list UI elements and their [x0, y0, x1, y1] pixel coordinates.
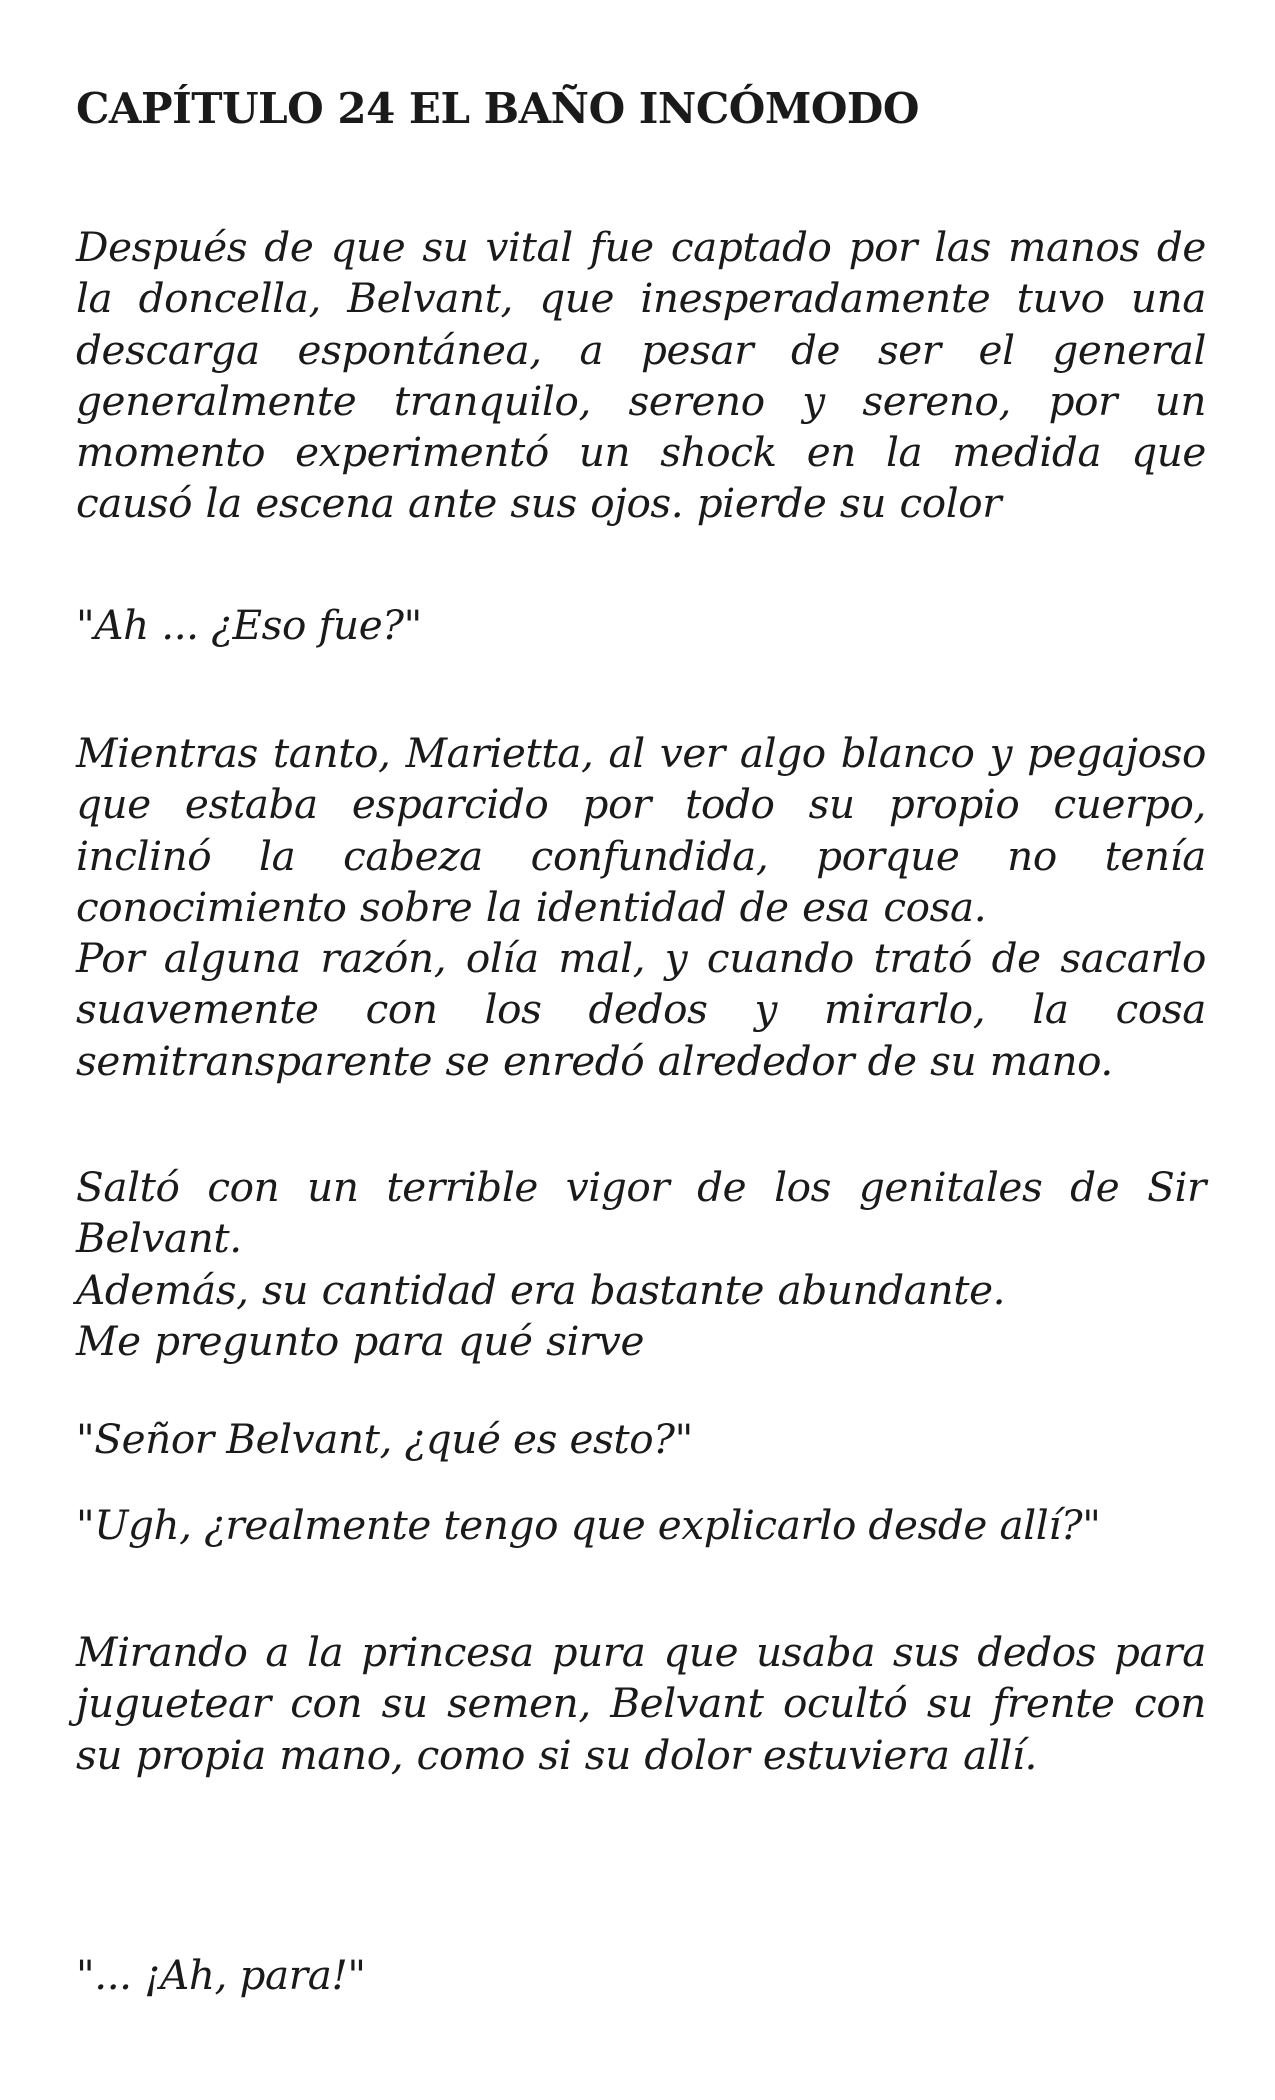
- book-page: [76, 0, 1206, 2100]
- paragraph-2-sentence-1: Mientras tanto, Marietta, al ver algo blanco y pegajoso que estaba esparcido por todo su propio cuerpo, inclinó la cabeza confundida, porque no tenía conocimiento sobre la identidad de esa cosa.: [76, 729, 1206, 931]
- paragraph-4: Mirando a la princesa pura que usaba sus dedos para juguetear con su semen, Belvant ocultó su frente con su propia mano, como si su dolor estuviera allí.: [76, 1628, 1206, 1779]
- dialogue-line-1: "Ah ... ¿Eso fue?": [76, 601, 422, 649]
- paragraph-2: [76, 728, 1206, 1087]
- paragraph-3-sentence-2: Además, su cantidad era bastante abundante.: [76, 1265, 1006, 1314]
- paragraph-3-sentence-3: Me pregunto para qué sirve: [76, 1316, 645, 1365]
- dialogue-line-4: "... ¡Ah, para!": [76, 1951, 366, 1999]
- paragraph-3: [76, 1162, 1206, 1367]
- paragraph-1: Después de que su vital fue captado por las manos de la doncella, Belvant, que inesperadamente tuvo una descarga espontánea, a pesar de ser el general generalmente tranquilo, sereno y sereno, por un momento experimentó un shock en la medida que causó la escena ante sus ojos. pierde su color: [76, 223, 1206, 528]
- chapter-title: CAPÍTULO 24 EL BAÑO INCÓMODO: [76, 84, 919, 133]
- dialogue-line-3: "Ugh, ¿realmente tengo que explicarlo desde allí?": [76, 1501, 1101, 1549]
- paragraph-3-sentence-1: Saltó con un terrible vigor de los genitales de Sir Belvant.: [76, 1163, 1206, 1263]
- dialogue-line-2: "Señor Belvant, ¿qué es esto?": [76, 1415, 693, 1463]
- paragraph-2-sentence-2: Por alguna razón, olía mal, y cuando trató de sacarlo suavemente con los dedos y mirarlo, la cosa semitransparente se enredó alrededor de su mano.: [76, 934, 1206, 1085]
